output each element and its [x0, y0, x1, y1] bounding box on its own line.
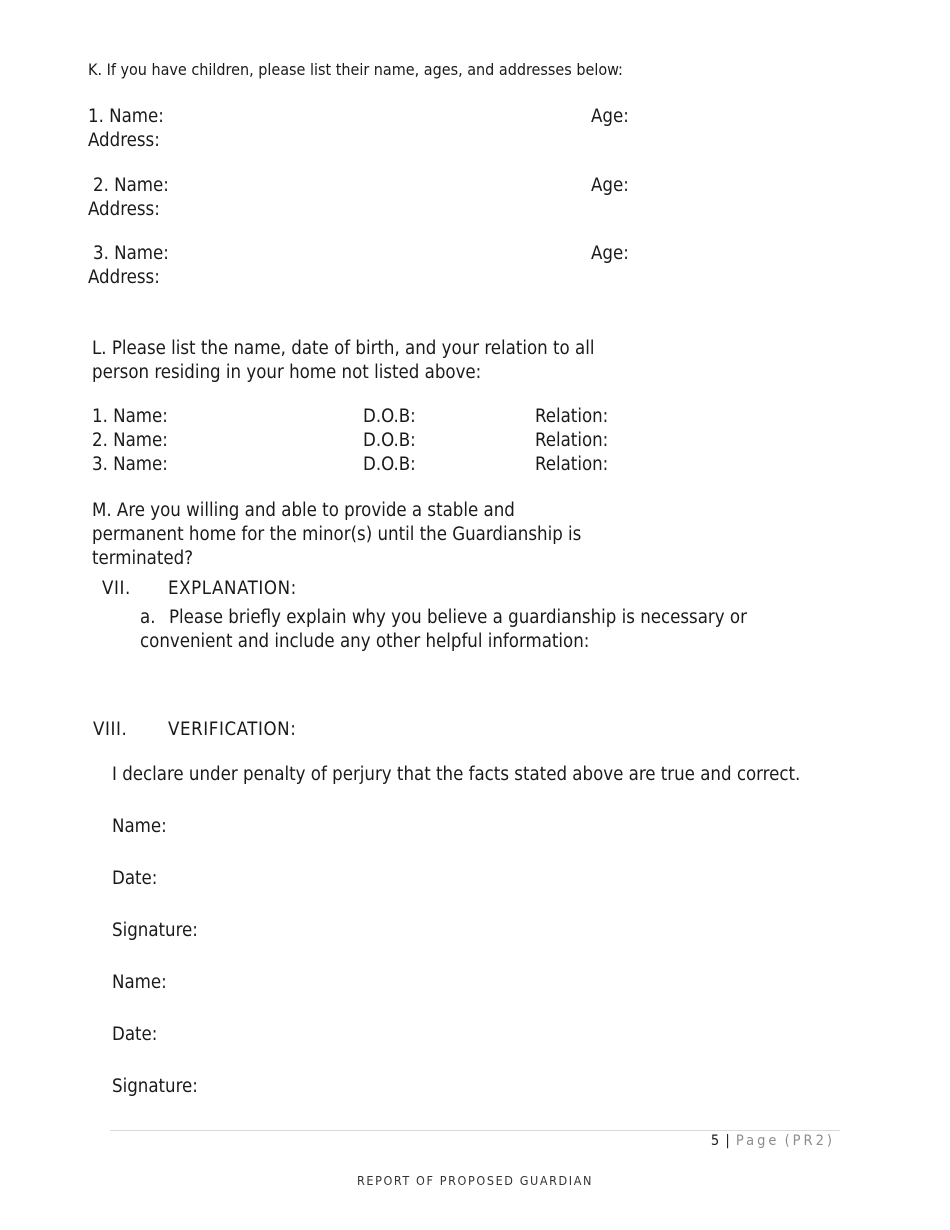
child-2-name-label: 2. Name: — [93, 175, 169, 196]
section-vii-title: EXPLANATION: — [168, 578, 297, 599]
verification-signature-label-2: Signature: — [112, 1076, 198, 1097]
page-number-block — [711, 1133, 835, 1149]
child-3-age-label: Age: — [591, 243, 629, 264]
resident-1-relation-label: Relation: — [535, 406, 609, 427]
resident-2-relation-label: Relation: — [535, 430, 609, 451]
verification-date-label-1: Date: — [112, 868, 158, 889]
resident-2-dob-label: D.O.B: — [363, 430, 416, 451]
section-vii-item-line1: Please briefly explain why you believe a guardianship is necessary or — [169, 607, 747, 628]
section-vii-item-line2: convenient and include any other helpful information: — [140, 631, 590, 652]
section-viii-title: VERIFICATION: — [168, 719, 297, 740]
document-title-footer: REPORT OF PROPOSED GUARDIAN — [356, 1173, 594, 1188]
child-2-age-label: Age: — [591, 175, 629, 196]
resident-1-name-label: 1. Name: — [92, 406, 168, 427]
resident-1-dob-label: D.O.B: — [363, 406, 416, 427]
section-vii-item-letter: a. — [140, 607, 156, 628]
section-m-question-line1: M. Are you willing and able to provide a stable and — [92, 500, 515, 521]
child-3-name-label: 3. Name: — [93, 243, 169, 264]
resident-3-name-label: 3. Name: — [92, 454, 168, 475]
form-code: (PR2) — [784, 1133, 835, 1149]
section-l-heading-line2: person residing in your home not listed above: — [92, 362, 482, 383]
verification-declaration: I declare under penalty of perjury that the facts stated above are true and correct. — [112, 764, 801, 785]
verification-date-label-2: Date: — [112, 1024, 158, 1045]
section-m-question-line3: terminated? — [92, 548, 194, 569]
child-1-address-label: Address: — [88, 130, 160, 151]
child-1-name-label: 1. Name: — [88, 106, 164, 127]
footer-divider — [110, 1130, 840, 1131]
resident-2-name-label: 2. Name: — [92, 430, 168, 451]
resident-3-dob-label: D.O.B: — [363, 454, 416, 475]
verification-name-label-2: Name: — [112, 972, 167, 993]
verification-name-label-1: Name: — [112, 816, 167, 837]
child-3-address-label: Address: — [88, 267, 160, 288]
section-k-heading: K. If you have children, please list their name, ages, and addresses below: — [88, 60, 623, 79]
section-vii-number: VII. — [102, 578, 131, 599]
page-separator: | — [725, 1133, 731, 1149]
section-viii-number: VIII. — [93, 719, 128, 740]
resident-3-relation-label: Relation: — [535, 454, 609, 475]
section-m-question-line2: permanent home for the minor(s) until the Guardianship is — [92, 524, 582, 545]
child-2-address-label: Address: — [88, 199, 160, 220]
page-word: Page — [735, 1133, 780, 1149]
section-l-heading-line1: L. Please list the name, date of birth, and your relation to all — [92, 338, 595, 359]
child-1-age-label: Age: — [591, 106, 629, 127]
page-number: 5 — [710, 1133, 721, 1149]
verification-signature-label-1: Signature: — [112, 920, 198, 941]
